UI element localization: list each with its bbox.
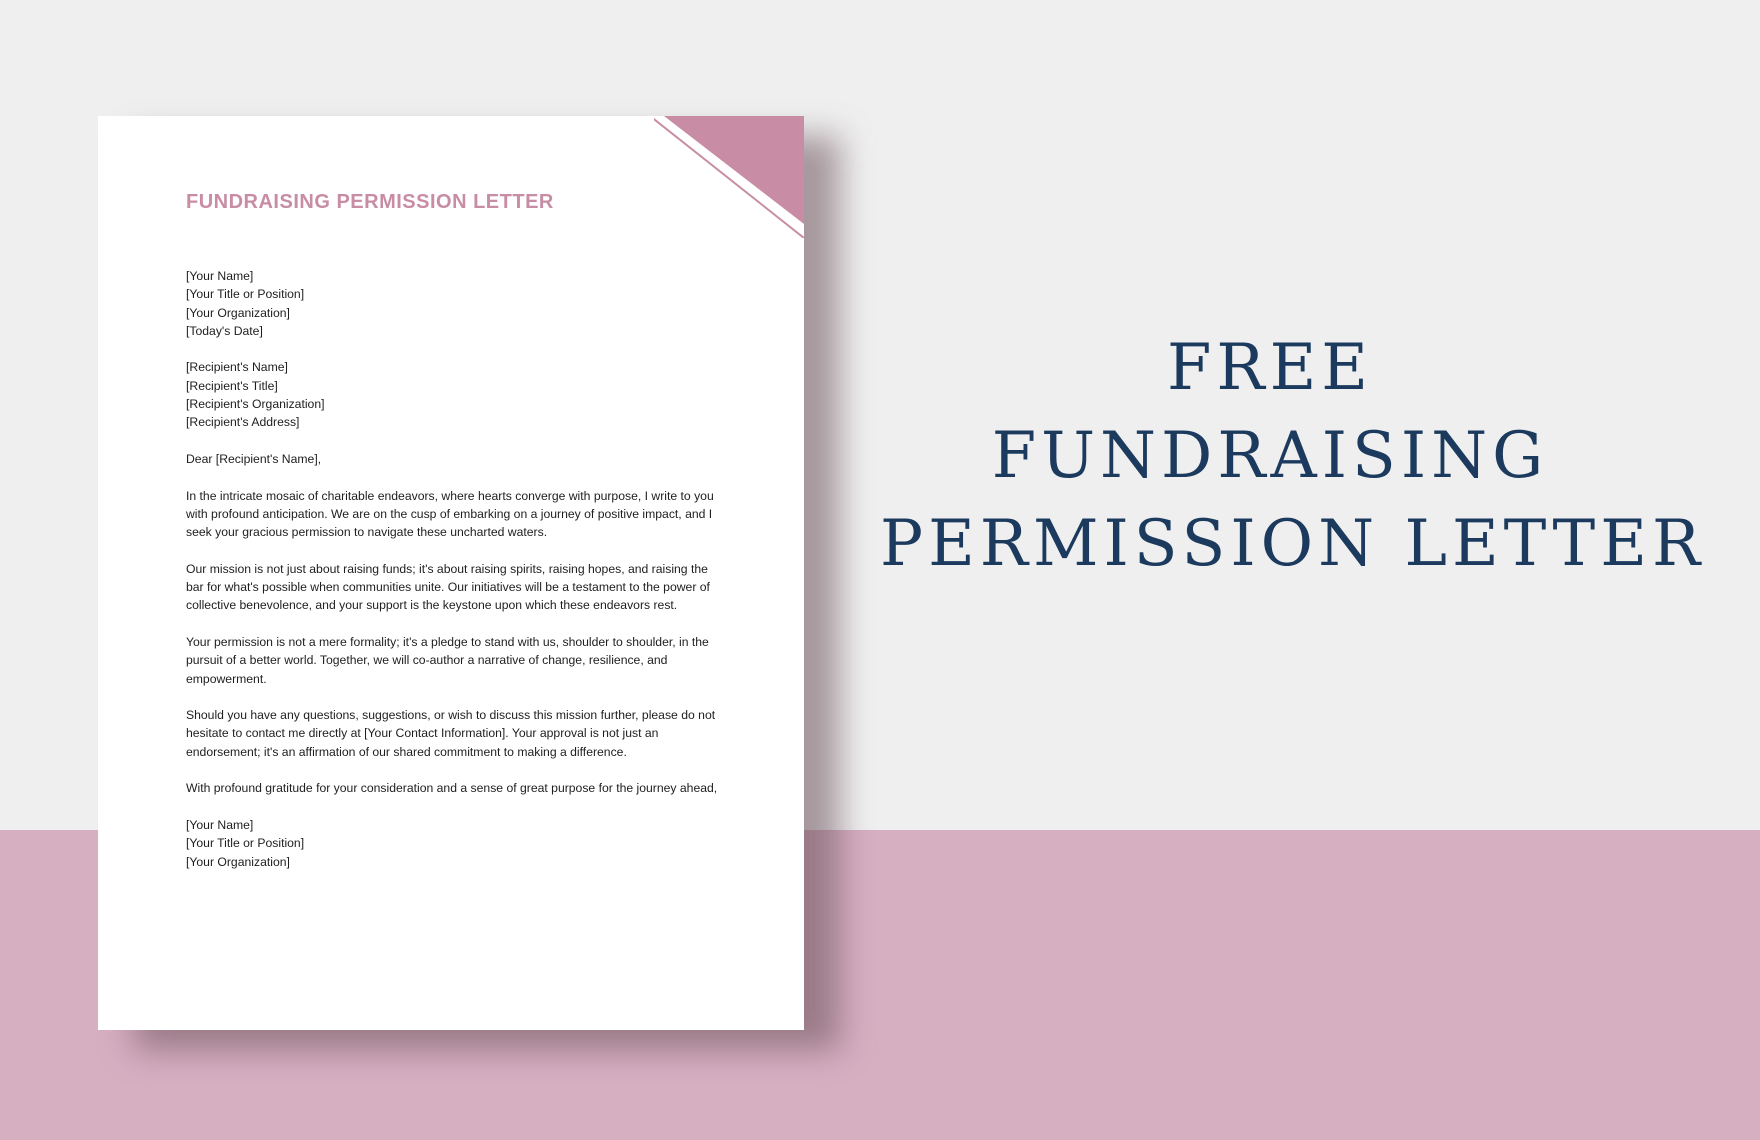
headline-line-1: FREE bbox=[1166, 331, 1374, 405]
letter-body bbox=[186, 267, 726, 889]
signature-title: [Your Title or Position] bbox=[186, 836, 305, 851]
letter-date: [Today's Date] bbox=[186, 323, 263, 338]
recipient-block bbox=[186, 358, 726, 431]
headline-line-3: PERMISSION LETTER bbox=[880, 507, 1706, 581]
body-paragraph: Your permission is not a mere formality; it's a pledge to stand with us, shoulder to shoulder, in the pursuit of a better world. Together, we will co-author a narrative of change, resilience, and empowerment. bbox=[186, 634, 709, 686]
body-paragraph: In the intricate mosaic of charitable endeavors, where hearts converge with purpose, I write to you with profound anticipation. We are on the cusp of embarking on a journey of positive impact, and I seek your gracious permission to navigate these uncharted waters. bbox=[186, 488, 714, 540]
corner-decoration bbox=[654, 116, 804, 238]
letter-document bbox=[98, 116, 804, 1030]
sender-organization: [Your Organization] bbox=[186, 305, 290, 320]
sender-block bbox=[186, 267, 726, 340]
recipient-title: [Recipient's Title] bbox=[186, 378, 278, 393]
corner-triangle bbox=[664, 116, 804, 224]
signature-block bbox=[186, 816, 726, 871]
closing-paragraph: With profound gratitude for your consideration and a sense of great purpose for the journey ahead, bbox=[186, 781, 718, 796]
document-title: FUNDRAISING PERMISSION LETTER bbox=[186, 191, 554, 213]
body-paragraph: Should you have any questions, suggestions, or wish to discuss this mission further, please do not hesitate to contact me directly at [Your Contact Information]. Your approval is not just an endorsement; it's an affirmation of our shared commitment to making a difference. bbox=[186, 708, 716, 759]
recipient-address: [Recipient's Address] bbox=[186, 415, 300, 430]
sender-name: [Your Name] bbox=[186, 269, 254, 283]
signature-name: [Your Name] bbox=[186, 817, 254, 832]
sender-title: [Your Title or Position] bbox=[186, 287, 305, 302]
signature-organization: [Your Organization] bbox=[186, 854, 290, 869]
body-paragraph: Our mission is not just about raising funds; it's about raising spirits, raising hopes, and raising the bar for what's possible when communities unite. Our initiatives will be a testament to the power of collective benevolence, and your support is the keystone upon which these endeavors rest. bbox=[186, 561, 710, 613]
recipient-organization: [Recipient's Organization] bbox=[186, 397, 325, 412]
promo-headline bbox=[880, 324, 1706, 588]
salutation: Dear [Recipient's Name], bbox=[186, 451, 322, 466]
headline-line-2: FUNDRAISING bbox=[991, 419, 1549, 493]
recipient-name: [Recipient's Name] bbox=[186, 360, 288, 375]
